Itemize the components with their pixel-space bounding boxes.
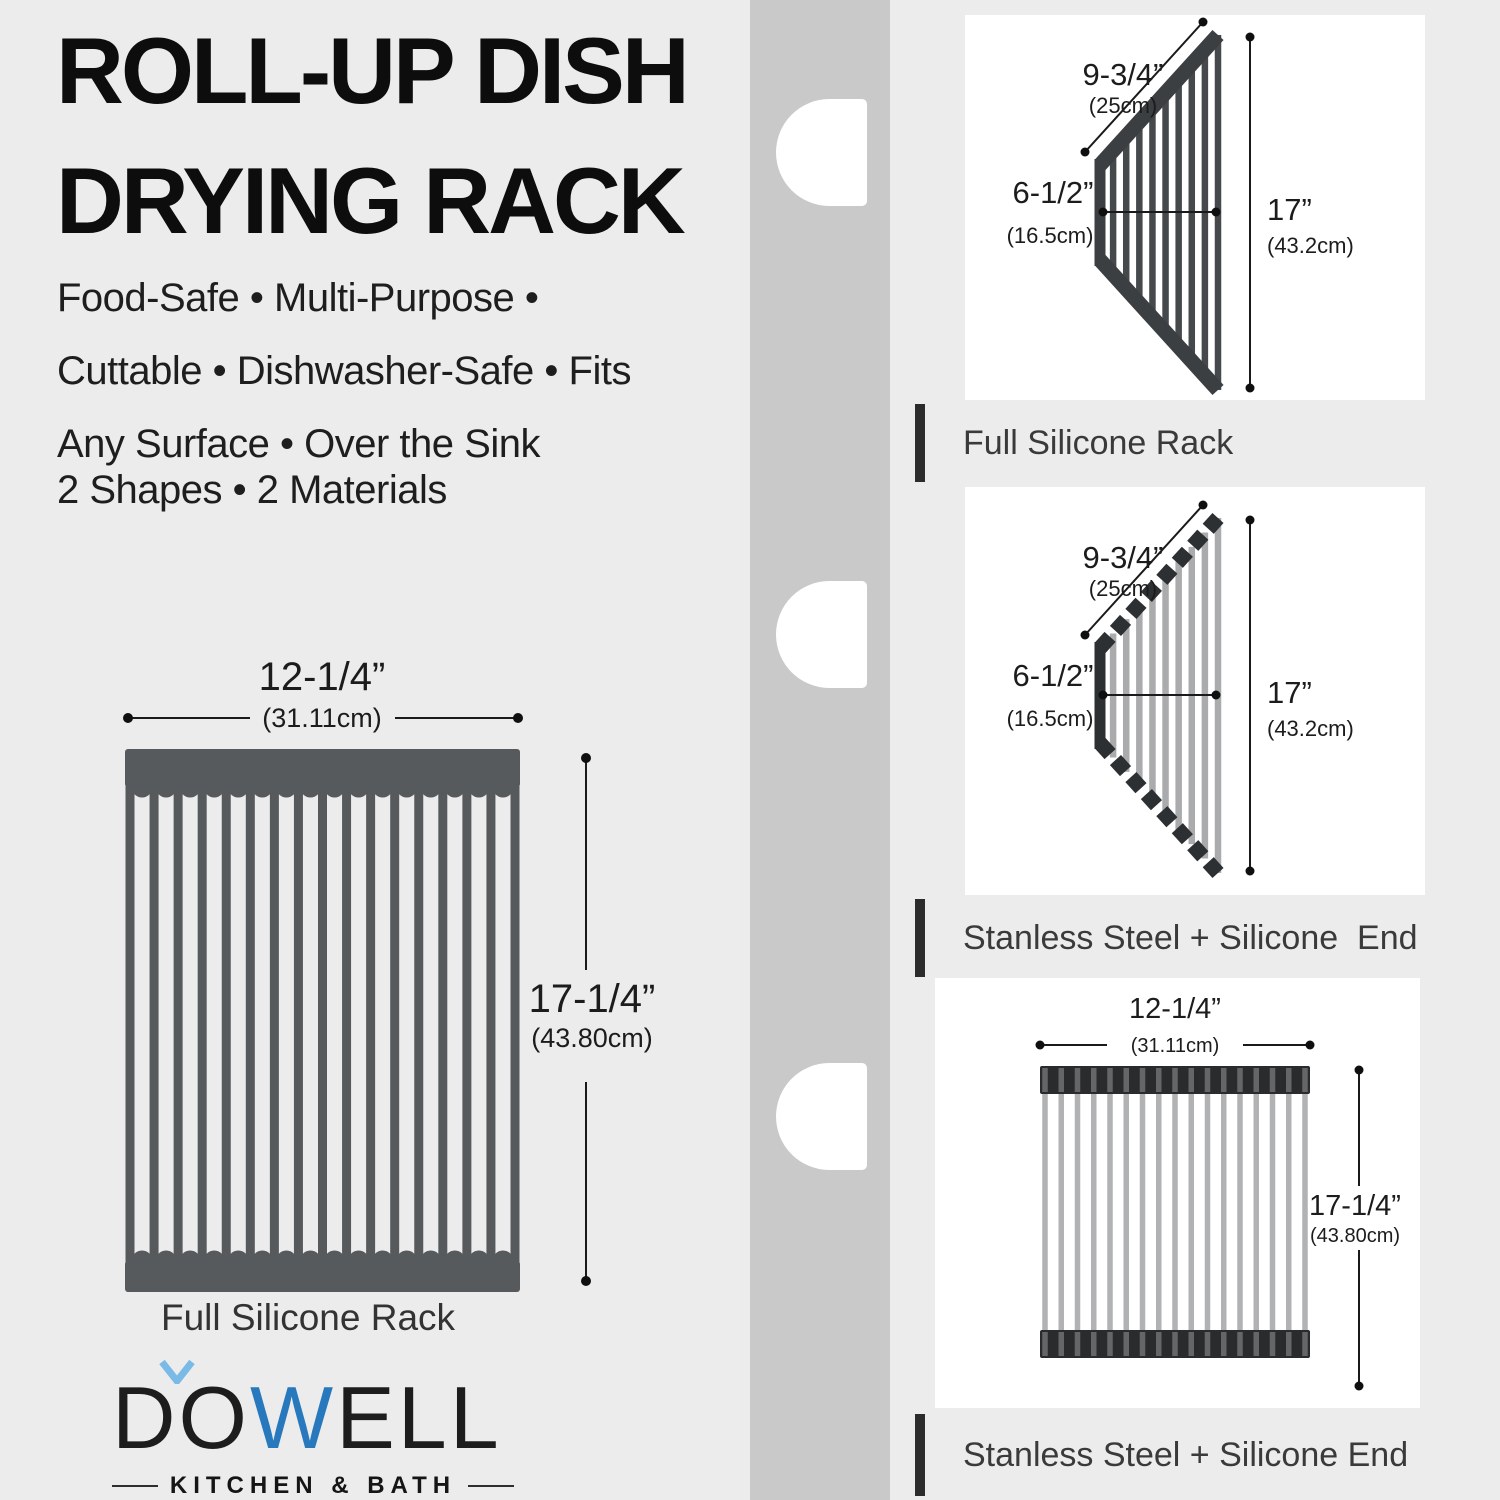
caption-accent-bar — [915, 899, 925, 977]
title-line-1: ROLL-UP DISH — [56, 18, 687, 123]
divider-band — [750, 0, 890, 1500]
panel-steel-trapezoid — [965, 487, 1425, 895]
height-cm-label: (43.2cm) — [1267, 716, 1354, 741]
height-inches-label: 17-1/4” — [1309, 1190, 1401, 1222]
height-inches-label: 17” — [1267, 675, 1312, 710]
panel3-caption: Stanless Steel + Silicone End — [963, 1436, 1409, 1474]
slant-cm-label: (25cm) — [1088, 93, 1158, 118]
panel1-caption: Full Silicone Rack — [963, 424, 1234, 462]
logo-w-accent-icon — [158, 1360, 198, 1384]
feature-line: Food-Safe • Multi-Purpose • — [57, 276, 539, 320]
page-title — [56, 6, 756, 265]
divider-notch — [776, 581, 867, 688]
brand-wordmark — [112, 1368, 522, 1467]
feature-list — [57, 262, 737, 481]
logo-w-letter: W — [250, 1368, 337, 1467]
brand-logo — [112, 1368, 522, 1500]
brand-tagline — [112, 1472, 514, 1500]
slant-cm-label: (25cm) — [1088, 576, 1158, 601]
tagline-rule-right — [468, 1485, 514, 1487]
trapezoid-rack-diagram-silicone — [965, 15, 1425, 400]
width-inches-label: 12-1/4” — [258, 655, 386, 699]
full-silicone-rack-diagram — [60, 650, 700, 1350]
divider-notch — [776, 99, 867, 206]
tagline-rule-left — [112, 1485, 158, 1487]
width-inches-label: 12-1/4” — [1129, 993, 1221, 1025]
depth-cm-label: (16.5cm) — [1006, 706, 1094, 731]
height-inches-label: 17” — [1267, 192, 1312, 227]
logo-text-pre: DO — [112, 1368, 250, 1467]
divider-notch — [776, 1063, 867, 1170]
logo-text-post: ELL — [336, 1368, 502, 1467]
depth-inches-label: 6-1/2” — [1012, 175, 1094, 210]
caption-accent-bar — [915, 1414, 925, 1496]
feature-line: Cuttable • Dishwasher-Safe • Fits — [57, 349, 631, 393]
diagram-caption: Full Silicone Rack — [160, 1297, 456, 1338]
trapezoid-rack-diagram-steel — [965, 498, 1425, 883]
depth-cm-label: (16.5cm) — [1006, 223, 1094, 248]
height-inches-label: 17-1/4” — [528, 977, 656, 1021]
height-cm-label: (43.2cm) — [1267, 233, 1354, 258]
slant-inches-label: 9-3/4” — [1082, 57, 1164, 92]
panel-full-silicone-trapezoid — [965, 15, 1425, 400]
panel-steel-rect — [935, 978, 1420, 1408]
title-line-2: DRYING RACK — [56, 147, 683, 253]
variants-line: 2 Shapes • 2 Materials — [57, 468, 447, 512]
rect-rack-diagram-steel — [935, 978, 1420, 1408]
height-cm-label: (43.80cm) — [1309, 1225, 1401, 1247]
depth-inches-label: 6-1/2” — [1012, 658, 1094, 693]
width-cm-label: (31.11cm) — [262, 703, 382, 733]
caption-accent-bar — [915, 404, 925, 482]
tagline-text: KITCHEN & BATH — [169, 1472, 457, 1499]
panel2-caption: Stanless Steel + Silicone End — [963, 919, 1418, 957]
slant-inches-label: 9-3/4” — [1082, 540, 1164, 575]
height-cm-label: (43.80cm) — [531, 1023, 653, 1053]
width-cm-label: (31.11cm) — [1130, 1035, 1220, 1057]
feature-line: Any Surface • Over the Sink — [57, 422, 540, 466]
